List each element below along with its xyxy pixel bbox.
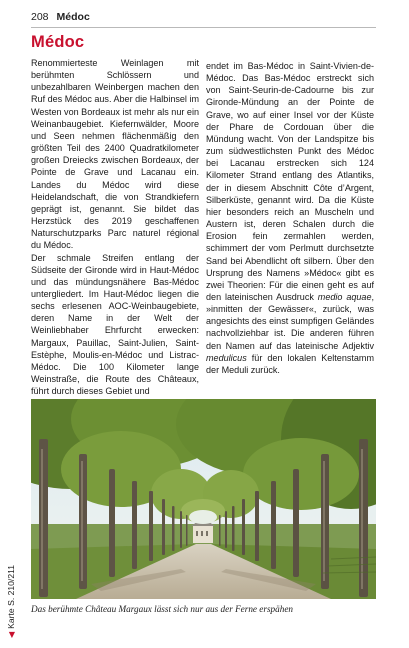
page-number: 208 <box>31 11 49 23</box>
text-column-left <box>31 57 199 397</box>
latin-term-medio-aquae: medio aquae <box>317 291 372 302</box>
map-reference-text: Karte S. 210/211 <box>6 564 16 629</box>
paragraph-regions: Der schmale Streifen entlang der Südseite der Gironde wird in Haut-Médoc und das mündungsnähere Bas-Médoc untergliedert. Im Haut-Médoc liegen die sechs erlesenen AOC-Weinbaugebiete, deren Name in der Welt der Weinliebhaber Ehrfurcht erwecken: Margaux, Pauillac, Saint-Julien, Saint-Estèphe, Moulis-en-Médoc und Listrac-Médoc. Die 100 Kilometer lange Weinstraße, die Route des Châteaux, führt durch dieses Gebiet und <box>31 252 199 397</box>
header-rule <box>31 27 376 28</box>
running-section-title: Médoc <box>56 11 90 23</box>
latin-term-medulicus: medulicus <box>206 352 247 363</box>
photo-caption: Das berühmte Château Margaux lässt sich nur aus der Ferne erspähen <box>31 604 293 614</box>
triangle-marker-icon: ◀ <box>6 631 16 638</box>
photo-illustration <box>31 399 376 599</box>
text-column-right <box>206 60 374 376</box>
map-reference <box>6 518 22 638</box>
running-header <box>31 8 376 26</box>
chapter-title: Médoc <box>31 33 85 51</box>
paragraph-intro: Renommierteste Weinlagen mit berühmten Schlössern und unbezahlbaren Weinbergen machen den Ruf des Médoc aus. Aber die Halbinsel im Westen von Bordeaux ist mehr als nur ein Weinanbaugebiet. Kiefernwälder, Moore und Seen nehmen flächenmäßig den größten Teil des 2400 Quadratkilometer großen Dreiecks zwischen Bordeaux, der Pointe de Grave und Lacanau ein. Landes du Médoc wird diese Heidelandschaft, die von Strandkiefern geprägt ist, genannt. Sie bildet das Herzstück des 2019 geschaffenen Naturschutzparks Parc naturel régional du Médoc. <box>31 58 199 251</box>
chateau-margaux-avenue-photo <box>31 399 376 599</box>
paragraph-bas-medoc: endet im Bas-Médoc in Saint-Vivien-de-Médoc. Das Bas-Médoc erstreckt sich von Saint-Seurin-de-Cadourne bis zur Gironde-Mündung an der Pointe de Grave, wo auf einer Insel vor der Küste der Phare de Cordouan über die Mündung wacht. Von der Landspitze bis zum südwestlichsten Punkt des Médoc bei Lacanau erstrecken sich 124 Kilometer Strand entlang des Atlantiks, der in diesem Abschnitt Côte d’Argent, Silberküste, genannt wird. Da die Küste hier besonders reich an Muscheln und Austern ist, deren Schalen durch die Erosion fein zermahlen werden, schimmert der vom Perlmutt durchsetzte Sand bei Abendlicht oft silbern. Über den Ursprung des Namens »Médoc« gibt es zwei Theorien: Für die einen geht es auf den lateinischen Ausdruck medio aquae, »inmitten der Gewässer«, zurück, was angesichts des einst sumpfigen Geländes nachvollziehbar ist. Die anderen führen den Namen auf das lateinische Adjektiv medulicus für den lokalen Keltenstamm der Meduli zurück. <box>206 61 374 375</box>
